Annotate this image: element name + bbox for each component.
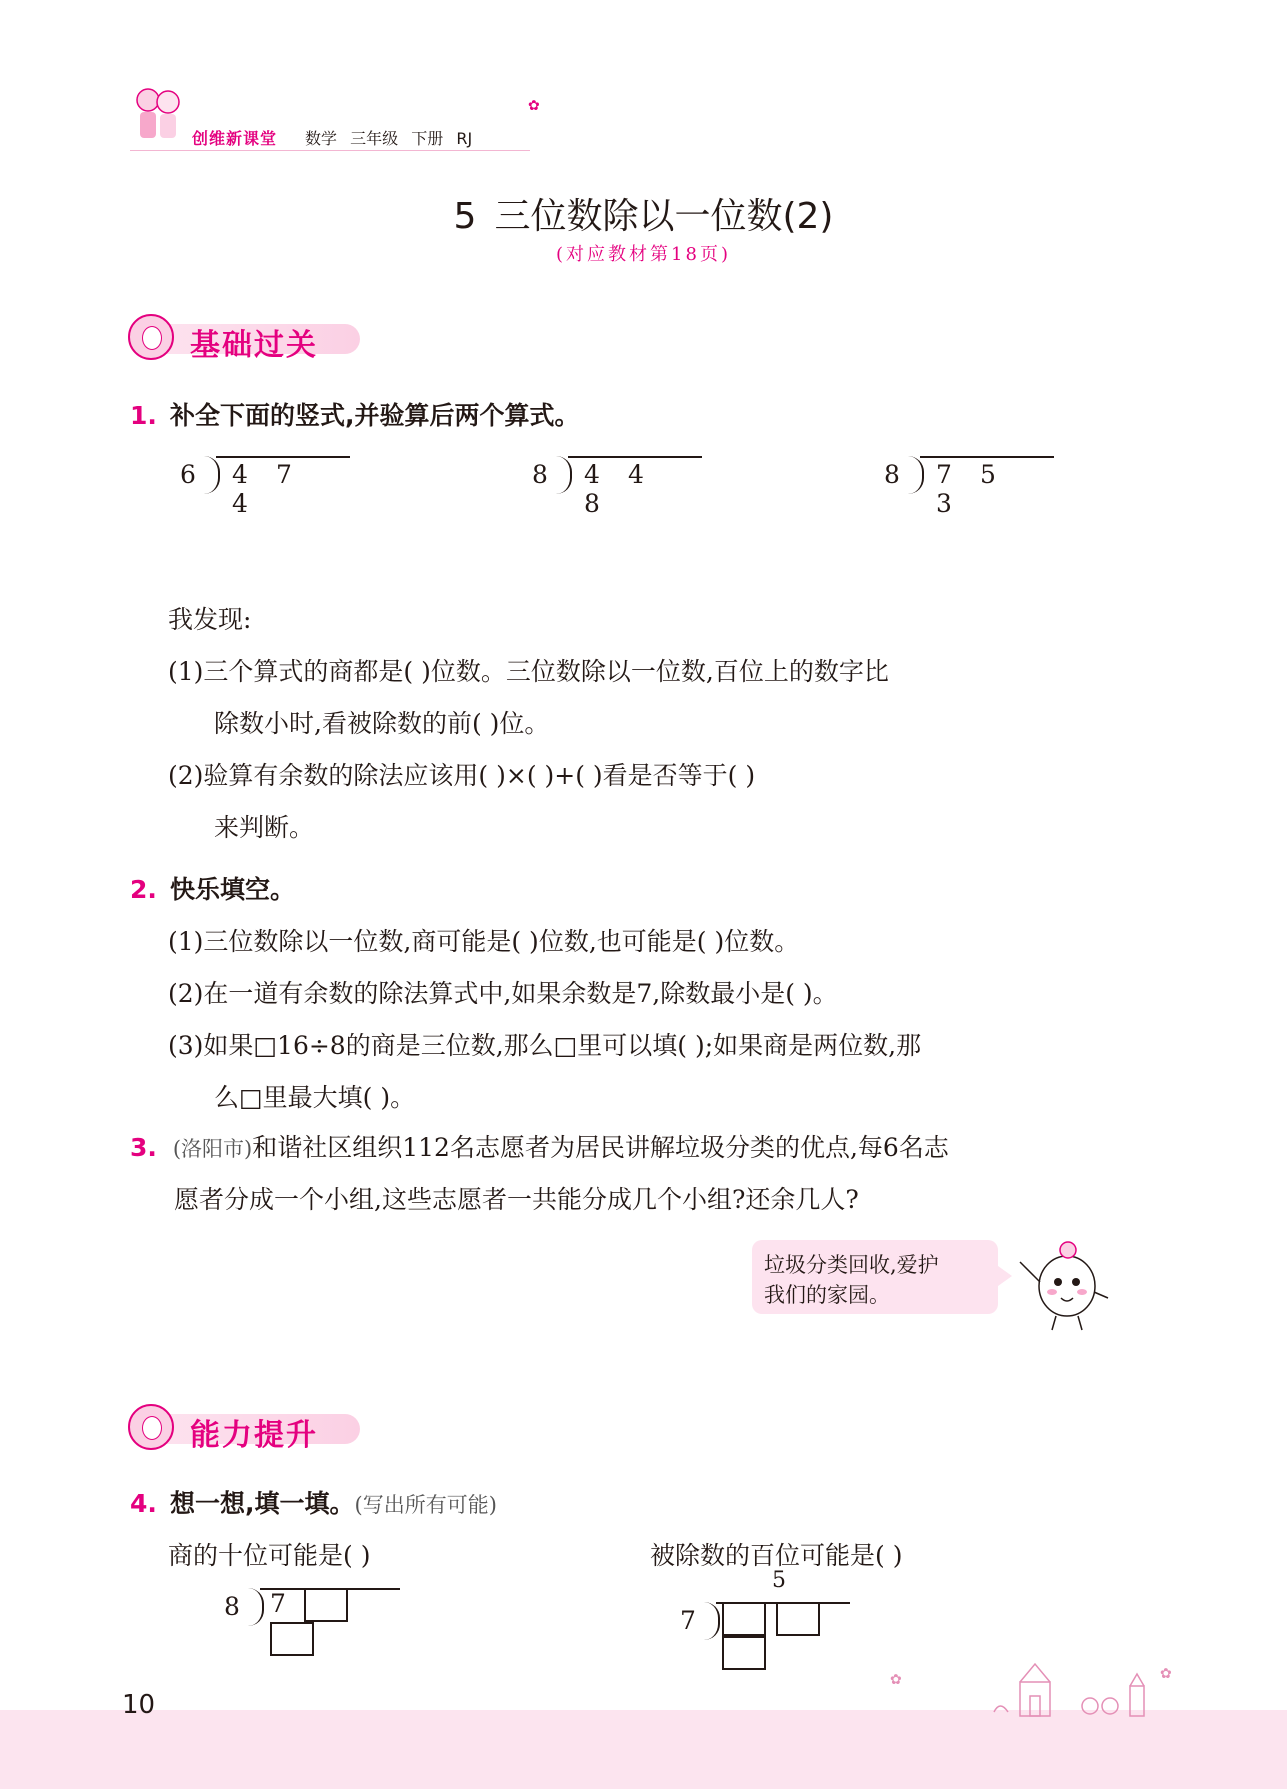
question-number: 4. (130, 1489, 157, 1518)
dividend-digit: 4 (232, 460, 248, 489)
question-1 (130, 396, 580, 432)
section-banner-advanced (128, 1400, 368, 1456)
footer-band (0, 1710, 1287, 1789)
header-brand: 创维新课堂 (192, 129, 278, 148)
dividend-digit: 4 (628, 460, 644, 489)
question-text: 补全下面的竖式,并验算后两个算式。 (170, 401, 580, 430)
division-bracket (908, 456, 924, 494)
dividend (584, 460, 712, 518)
dividend-digit: 5 (980, 460, 996, 489)
question-text-line2: 愿者分成一个小组,这些志愿者一共能分成几个小组?还余几人? (174, 1185, 859, 1214)
division-bar (568, 456, 702, 458)
divisor: 8 (532, 460, 548, 489)
section-banner-basic (128, 310, 368, 366)
header-edition: RJ (456, 129, 473, 148)
blank-box[interactable] (270, 1622, 314, 1656)
question-number: 2. (130, 875, 157, 904)
flower-icon: ✿ (890, 1672, 902, 1688)
dividend-digit: 4 (232, 489, 248, 518)
header-subject: 数学 (305, 129, 338, 148)
divisor: 8 (224, 1592, 240, 1621)
section-title-basic: 基础过关 (190, 328, 318, 363)
section-title-advanced: 能力提升 (190, 1418, 318, 1453)
q2-part3-line1: (3)如果□16÷8的商是三位数,那么□里可以填( );如果商是两位数,那 (168, 1031, 922, 1060)
question-text-line1: 和谐社区组织112名志愿者为居民讲解垃圾分类的优点,每6名志 (252, 1133, 949, 1162)
divisor: 8 (884, 460, 900, 489)
dividend-digit: 7 (276, 460, 292, 489)
page-subtitle: (对应教材第18页) (556, 244, 731, 265)
bubble-line2: 我们的家园。 (764, 1283, 890, 1307)
question-note: (写出所有可能) (354, 1493, 497, 1517)
long-division-left (224, 1584, 404, 1628)
dividend (270, 1588, 404, 1656)
title-text: 三位数除以一位数(2) (494, 196, 834, 237)
question-source: (洛阳市) (172, 1137, 253, 1161)
flower-icon: ✿ (528, 98, 540, 114)
header-volume: 下册 (411, 129, 444, 148)
castle-decoration-icon (990, 1652, 1160, 1718)
blank-box[interactable] (722, 1636, 766, 1670)
question-3 (130, 1128, 949, 1164)
q4-left-prompt: 商的十位可能是( ) (168, 1541, 371, 1570)
question-number: 3. (130, 1133, 157, 1162)
page-number: 10 (122, 1690, 156, 1720)
question-number: 1. (130, 401, 157, 430)
dividend-digit: 7 (270, 1588, 286, 1618)
dividend (936, 460, 1064, 518)
long-division-1 (180, 452, 360, 518)
header-grade: 三年级 (350, 129, 399, 148)
q2-part3-line2: 么□里最大填( )。 (214, 1083, 416, 1112)
q2-part1: (1)三位数除以一位数,商可能是( )位数,也可能是( )位数。 (168, 927, 800, 956)
division-bracket (204, 456, 220, 494)
dividend-digit: 4 (584, 460, 600, 489)
q1-part1-line2: 除数小时,看被除数的前( )位。 (214, 709, 550, 738)
division-bracket (556, 456, 572, 494)
blank-box[interactable] (304, 1588, 348, 1622)
q4-right-prompt: 被除数的百位可能是( ) (650, 1541, 903, 1570)
q1-part2-line2: 来判断。 (214, 813, 315, 842)
header-info (305, 126, 480, 149)
flower-icon: ✿ (1160, 1666, 1172, 1682)
long-division-right (680, 1598, 860, 1642)
long-division-3 (884, 452, 1064, 518)
avatar-icon (128, 1404, 174, 1450)
blank-box[interactable] (722, 1602, 766, 1636)
question-2 (130, 870, 295, 906)
dividend-digit: 3 (936, 489, 952, 518)
dividend (232, 460, 360, 518)
blank-box[interactable] (776, 1602, 820, 1636)
division-bar (216, 456, 350, 458)
q1-part1-line1: (1)三个算式的商都是( )位数。三位数除以一位数,百位上的数字比 (168, 657, 889, 686)
page-title (0, 188, 1287, 239)
division-bracket (704, 1602, 720, 1640)
divisor: 7 (680, 1606, 696, 1635)
cartoon-character-icon (1012, 1236, 1112, 1336)
dividend-digit: 7 (936, 460, 952, 489)
discover-label: 我发现: (168, 605, 252, 634)
dividend-digit: 8 (584, 489, 600, 518)
bubble-line1: 垃圾分类回收,爱护 (764, 1253, 939, 1277)
quotient-digit: 5 (772, 1568, 786, 1593)
question-text: 想一想,填一填。 (170, 1489, 355, 1518)
dividend (722, 1602, 860, 1670)
header-divider (130, 150, 530, 151)
divisor: 6 (180, 460, 196, 489)
q1-part2-line1: (2)验算有余数的除法应该用( )×( )+( )看是否等于( ) (168, 761, 756, 790)
question-text: 快乐填空。 (170, 875, 296, 904)
mascot-icon (130, 84, 186, 146)
speech-bubble (752, 1240, 998, 1314)
avatar-icon (128, 314, 174, 360)
division-bracket (248, 1588, 264, 1626)
question-4 (130, 1484, 497, 1520)
division-bar (920, 456, 1054, 458)
long-division-2 (532, 452, 712, 518)
q2-part2: (2)在一道有余数的除法算式中,如果余数是7,除数最小是( )。 (168, 979, 838, 1008)
title-number: 5 (453, 196, 477, 237)
